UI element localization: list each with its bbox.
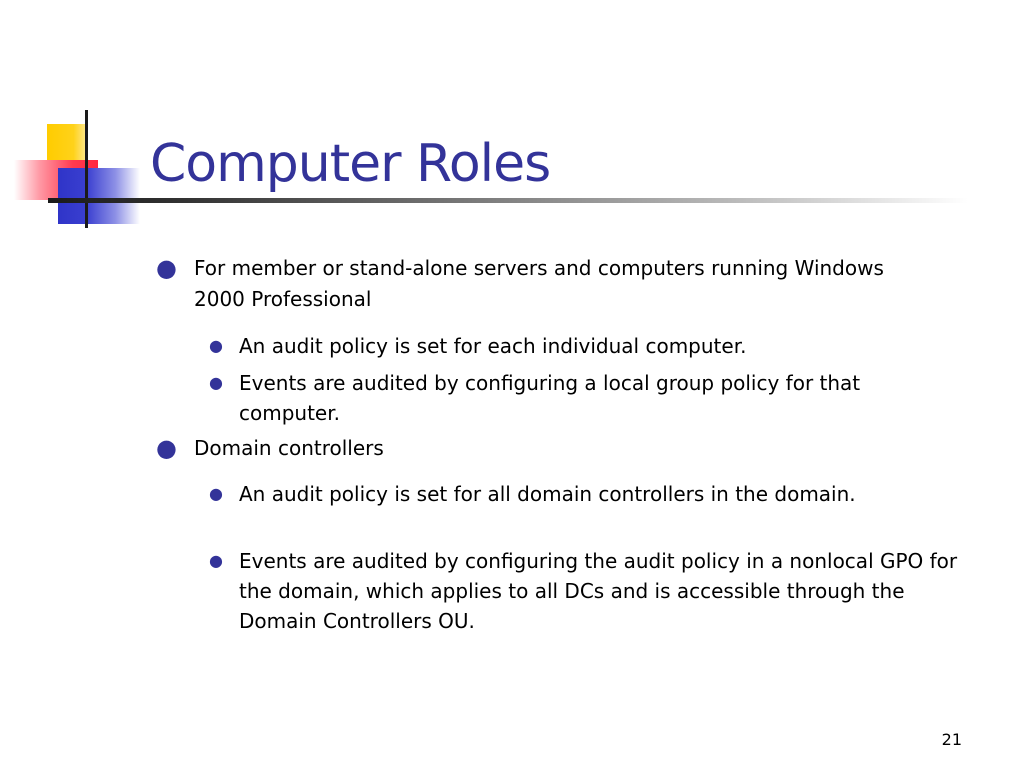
sub-bullet-item	[209, 546, 959, 636]
bullet-text: For member or stand-alone servers and computers running Windows 2000 Professional	[194, 256, 884, 311]
round-bullet-icon: ●	[156, 254, 177, 282]
deco-vertical-line	[85, 110, 88, 228]
sub-bullet-item	[209, 479, 959, 509]
round-bullet-icon: ●	[156, 434, 177, 462]
page-number: 21	[941, 730, 962, 749]
bullet-item	[156, 433, 934, 464]
sub-bullet-item	[209, 331, 959, 361]
round-bullet-icon: ●	[209, 484, 223, 503]
bullet-item	[156, 253, 934, 315]
sub-bullet-text: An audit policy is set for each individual computer.	[239, 334, 747, 358]
sub-bullet-text: Events are audited by configuring a local group policy for that computer.	[239, 371, 861, 425]
sub-bullet-text: Events are audited by configuring the audit policy in a nonlocal GPO for the domain, which applies to all DCs and is accessible through the Domain Controllers OU.	[239, 549, 958, 633]
bullet-text: Domain controllers	[194, 436, 384, 460]
sub-bullet-text: An audit policy is set for all domain controllers in the domain.	[239, 482, 856, 506]
round-bullet-icon: ●	[209, 373, 223, 392]
round-bullet-icon: ●	[209, 336, 223, 355]
slide-title: Computer Roles	[150, 134, 551, 194]
deco-blue-square	[58, 168, 140, 224]
sub-bullet-item	[209, 368, 959, 428]
round-bullet-icon: ●	[209, 551, 223, 570]
